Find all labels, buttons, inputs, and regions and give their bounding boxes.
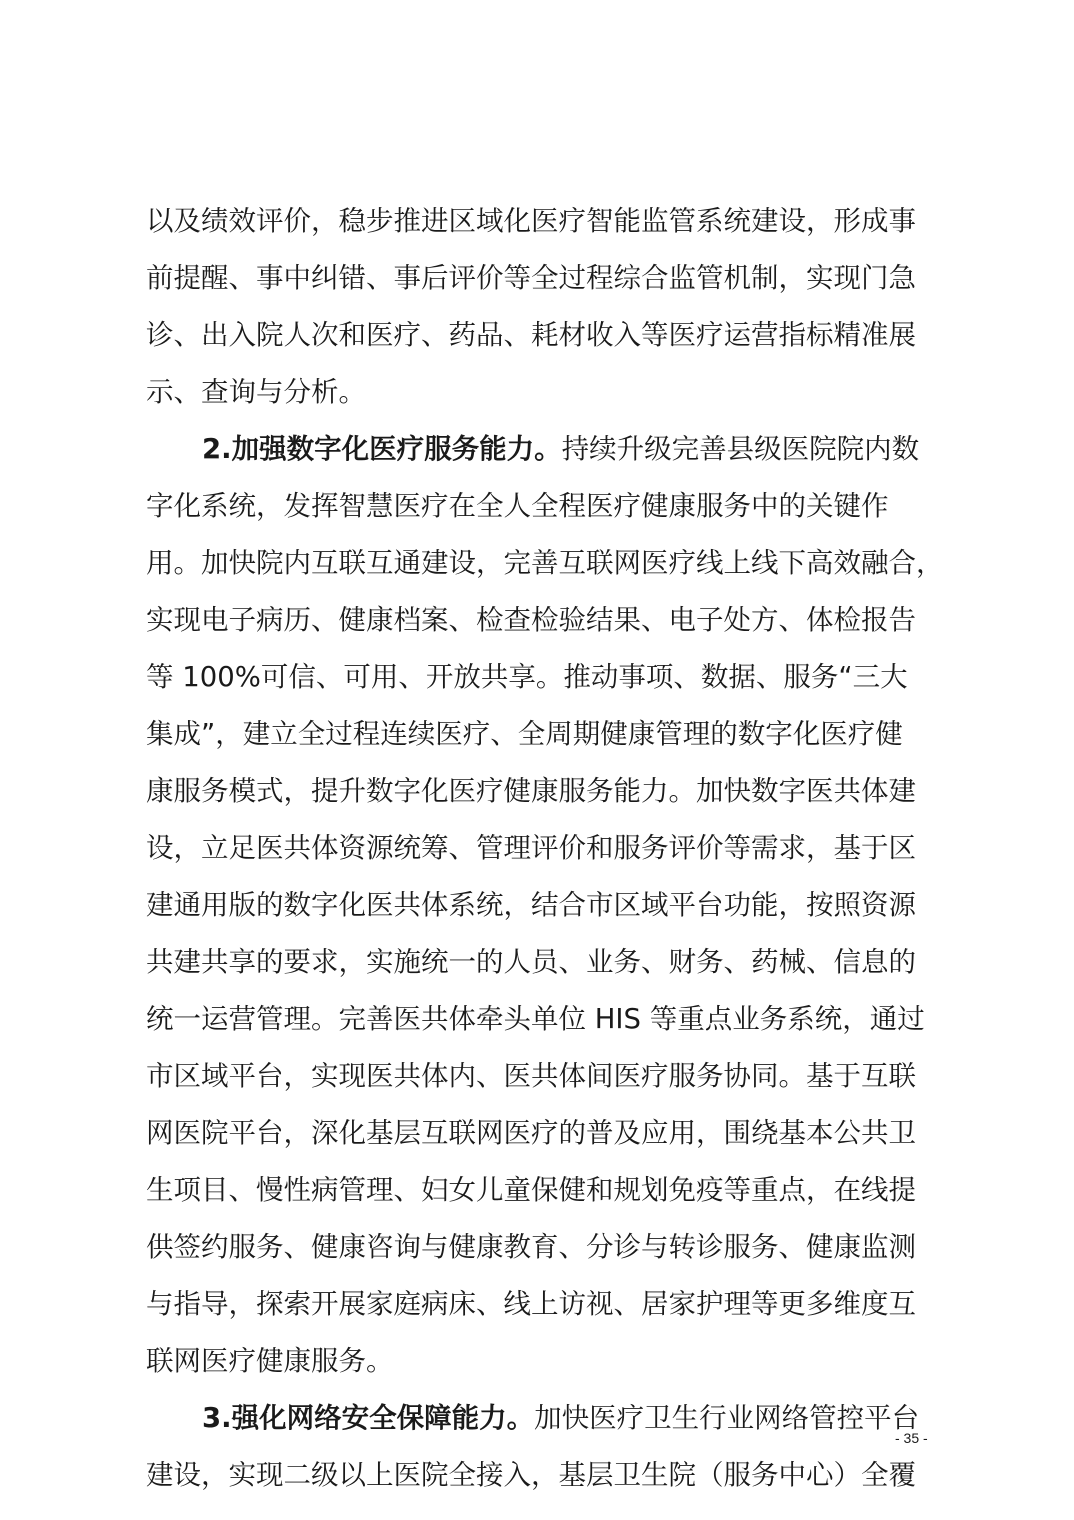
text-line: 生项目、慢性病管理、妇女儿童保健和规划免疫等重点，在线提 [146,1174,916,1206]
text-line: 示、查询与分析。 [146,376,366,408]
text-run: 持续升级完善县级医院院内数 [561,433,920,465]
text-line: 与指导，探索开展家庭病床、线上访视、居家护理等更多维度互 [146,1288,916,1320]
text-line: 诊、出入院人次和医疗、药品、耗材收入等医疗运营指标精准展 [146,319,916,351]
text-line: 联网医疗健康服务。 [146,1345,394,1377]
text-line: 实现电子病历、健康档案、检查检验结果、电子处方、体检报告 [146,604,916,636]
section-heading-line [146,421,946,478]
text-line: 市区域平台，实现医共体内、医共体间医疗服务协同。基于互联 [146,1060,916,1092]
section-heading: 3.强化网络安全保障能力。 [202,1402,535,1434]
text-run: 加快医疗卫生行业网络管控平台 [534,1402,920,1434]
text-line: 建设，实现二级以上医院全接入，基层卫生院（服务中心）全覆 [146,1459,916,1491]
text-line: 统一运营管理。完善医共体牵头单位 HIS 等重点业务系统，通过 [146,1003,925,1035]
section-heading: 2.加强数字化医疗服务能力。 [202,433,562,465]
text-line: 设，立足医共体资源统筹、管理评价和服务评价等需求，基于区 [146,832,916,864]
text-line: 康服务模式，提升数字化医疗健康服务能力。加快数字医共体建 [146,775,916,807]
text-line: 建通用版的数字化医共体系统，结合市区域平台功能，按照资源 [146,889,916,921]
section-heading-line [146,1390,946,1447]
text-line: 用。加快院内互联互通建设，完善互联网医疗线上线下高效融合， [146,547,944,579]
text-line: 字化系统，发挥智慧医疗在全人全程医疗健康服务中的关键作 [146,490,889,522]
body-text [146,193,946,1504]
text-line: 以及绩效评价，稳步推进区域化医疗智能监管系统建设，形成事 [146,205,916,237]
text-line: 供签约服务、健康咨询与健康教育、分诊与转诊服务、健康监测 [146,1231,916,1263]
text-line: 网医院平台，深化基层互联网医疗的普及应用，围绕基本公共卫 [146,1117,916,1149]
text-line: 集成”，建立全过程连续医疗、全周期健康管理的数字化医疗健 [146,718,903,750]
page-number: - 35 - [895,1430,928,1446]
text-line: 前提醒、事中纠错、事后评价等全过程综合监管机制，实现门急 [146,262,916,294]
text-line: 共建共享的要求，实施统一的人员、业务、财务、药械、信息的 [146,946,916,978]
text-line: 等 100%可信、可用、开放共享。推动事项、数据、服务“三大 [146,661,908,693]
